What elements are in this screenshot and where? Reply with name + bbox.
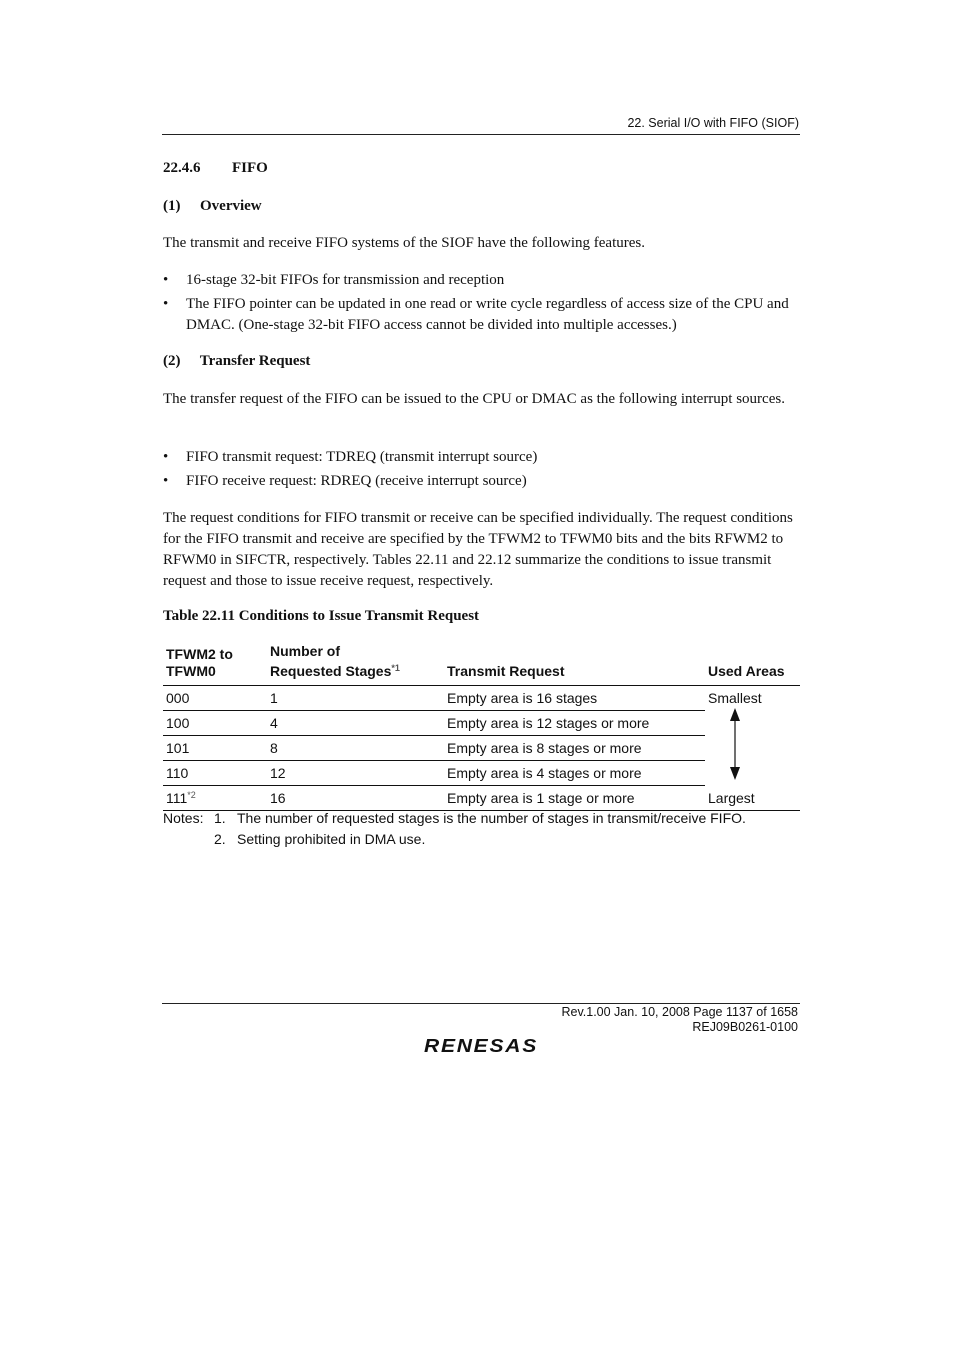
- section-number: 22.4.6: [163, 160, 201, 176]
- overview-heading: [163, 198, 262, 215]
- page-footer: [500, 1005, 798, 1035]
- header-request: Transmit Request: [444, 640, 705, 686]
- notes-label: Notes:: [163, 810, 204, 826]
- transmit-request-table: [163, 640, 800, 811]
- bullet-icon: •: [163, 272, 169, 288]
- logo-text: RENESAS: [424, 1036, 538, 1056]
- header-rule: [162, 134, 800, 135]
- table-caption: Table 22.11 Conditions to Issue Transmit Request: [163, 608, 480, 624]
- footnote-ref: *1: [391, 663, 400, 673]
- area-label-largest: Largest: [705, 786, 800, 811]
- document-id: REJ09B0261-0100: [692, 1020, 798, 1034]
- revision-line: Rev.1.00 Jan. 10, 2008 Page 1137 of 1658: [561, 1005, 798, 1019]
- bullet-icon: •: [163, 296, 169, 312]
- list-item: • 16-stage 32-bit FIFOs for transmission and reception: [163, 270, 799, 291]
- section-heading: [163, 160, 268, 177]
- header-areas: Used Areas: [705, 640, 800, 686]
- renesas-logo: [422, 1034, 542, 1056]
- running-header: 22. Serial I/O with FIFO (SIOF): [627, 116, 799, 130]
- transfer-intro: The transfer request of the FIFO can be issued to the CPU or DMAC as the following interrupt sources.: [163, 391, 785, 407]
- header-bits: TFWM2 to TFWM0: [163, 640, 267, 686]
- transfer-heading-text: Transfer Request: [199, 353, 311, 369]
- section-title: FIFO: [232, 160, 268, 176]
- bullet-icon: •: [163, 473, 169, 489]
- transfer-request-heading: [163, 353, 310, 370]
- header-stages: Number of Requested Stages$^{*1}$: [267, 640, 444, 686]
- footer-rule: [162, 1003, 800, 1004]
- list-item: • FIFO receive request: RDREQ (receive interrupt source): [163, 471, 799, 492]
- transfer-heading-num: (2): [163, 353, 181, 369]
- transfer-paragraph: The request conditions for FIFO transmit or receive can be specified individually. The request conditions for the FIFO transmit and receive are specified by the TFWM2 to TFWM0 bits and the bits RFWM2 to RFWM0 in SIFCTR, respectively. Tables 22.11 and 22.12 summarize the conditions to issue transmit request and those to issue receive request, respectively.: [163, 510, 793, 589]
- table-header-row: [163, 640, 800, 686]
- area-label-smallest: Smallest: [708, 690, 762, 707]
- list-item: • The FIFO pointer can be updated in one read or write cycle regardless of access size of the CPU and DMAC. (One-stage 32-bit FIFO access cannot be divided into multiple accesses.): [163, 296, 789, 333]
- bullet-icon: •: [163, 449, 169, 465]
- overview-heading-num: (1): [163, 198, 181, 214]
- footnote-ref: *2: [187, 790, 196, 800]
- overview-heading-text: Overview: [200, 198, 262, 214]
- table-row: 000 1 Empty area is 16 stages Smallest: [163, 686, 800, 711]
- overview-bullet-list: [163, 270, 799, 339]
- overview-intro: The transmit and receive FIFO systems of the SIOF have the following features.: [163, 235, 645, 251]
- table-row: 101 8 Empty area is 8 stages or more: [163, 736, 800, 761]
- transfer-bullet-list: [163, 447, 799, 495]
- table-row: 110 12 Empty area is 4 stages or more: [163, 761, 800, 786]
- double-arrow-icon: [726, 706, 744, 782]
- list-item: • FIFO transmit request: TDREQ (transmit interrupt source): [163, 447, 799, 468]
- table-row: 111$^{*2}$ 16 Empty area is 1 stage or more Largest: [163, 786, 800, 811]
- table-row: 100 4 Empty area is 12 stages or more: [163, 711, 800, 736]
